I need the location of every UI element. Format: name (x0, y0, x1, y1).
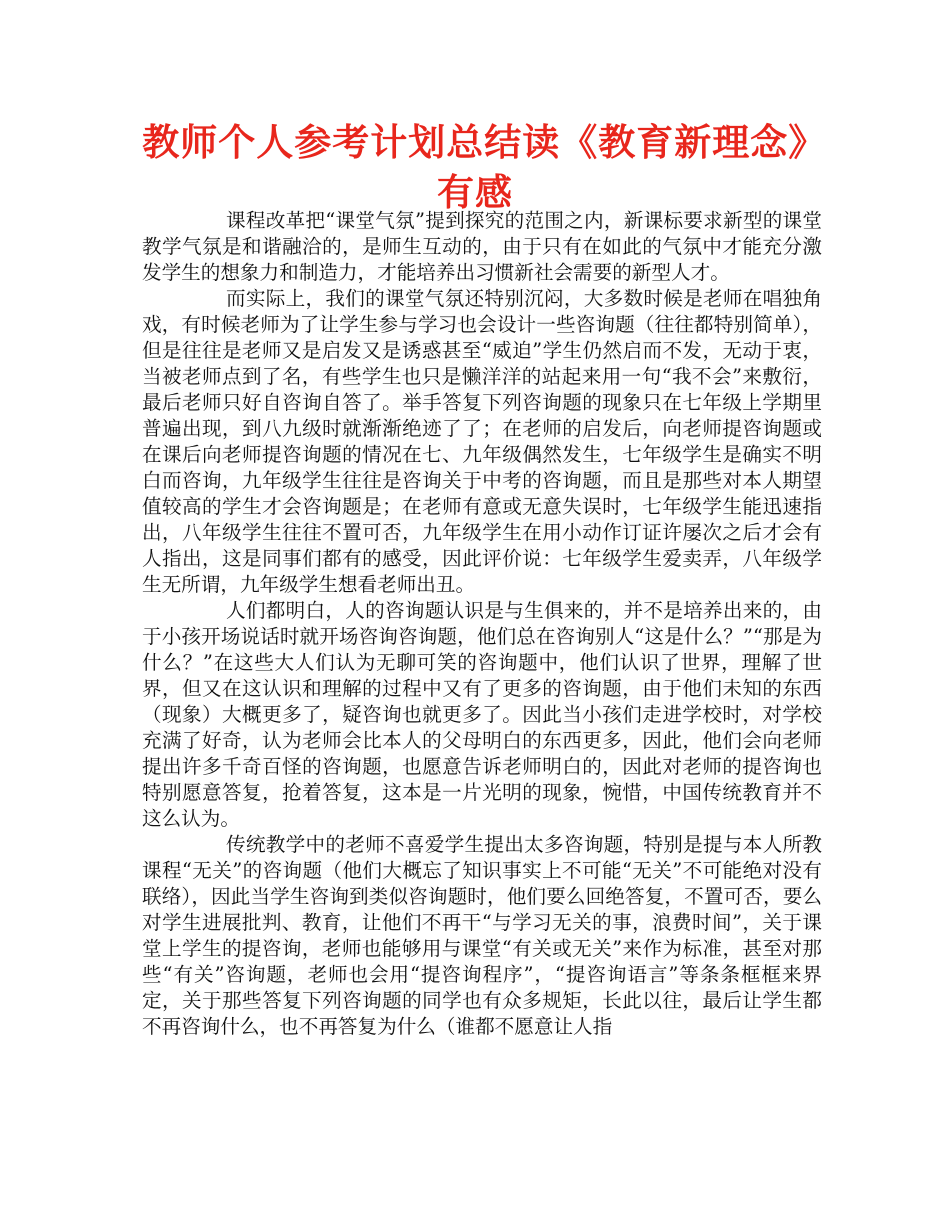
paragraph: 传统教学中的老师不喜爱学生提出太多咨询题，特别是提与本人所教课程“无关”的咨询题（他们大概忘了知识事实上不可能“无关”不可能绝对没有联络），因此当学生咨询到类似咨询题时，他们要么回绝答复，不置可否，要么对学生进展批判、教育，让他们不再干“与学习无关的事，浪费时间”，关于课堂上学生的提咨询，老师也能够用与课堂“有关或无关”来作为标准，甚至对那些“有关”咨询题，老师也会用“提咨询程序”，“提咨询语言”等条条框框来界定，关于那些答复下列咨询题的同学也有众多规矩，长此以往，最后让学生都不再咨询什么，也不再答复为什么（谁都不愿意让人指 (142, 833, 822, 1038)
paragraph: 课程改革把“课堂气氛”提到探究的范围之内，新课标要求新型的课堂教学气氛是和谐融洽的，是师生互动的，由于只有在如此的气氛中才能充分激发学生的想象力和制造力，才能培养出习惯新社会需要的新型人才。 (142, 209, 822, 284)
paragraph: 而实际上，我们的课堂气氛还特别沉闷，大多数时候是老师在唱独角戏，有时候老师为了让学生参与学习也会设计一些咨询题（往往都特别简单），但是往往是老师又是启发又是诱惑甚至“威迫”学生仍然启而不发，无动于衷，当被老师点到了名，有些学生也只是懒洋洋的站起来用一句“我不会”来敷衍，最后老师只好自咨询自答了。举手答复下列咨询题的现象只在七年级上学期里普遍出现，到八九级时就渐渐绝迹了了；在老师的启发后，向老师提咨询题或在课后向老师提咨询题的情况在七、九年级偶然发生，七年级学生是确实不明白而咨询，九年级学生往往是咨询关于中考的咨询题，而且是那些对本人期望值较高的学生才会咨询题是；在老师有意或无意失误时，七年级学生能迅速指出，八年级学生往往不置可否，九年级学生在用小动作订证许屡次之后才会有人指出，这是同事们都有的感受，因此评价说：七年级学生爱卖弄，八年级学生无所谓，九年级学生想看老师出丑。 (142, 287, 822, 596)
document-body (142, 208, 822, 1040)
paragraph: 人们都明白，人的咨询题认识是与生俱来的，并不是培养出来的，由于小孩开场说话时就开场咨询咨询题，他们总在咨询别人“这是什么？”“那是为什么？”在这些大人们认为无聊可笑的咨询题中，他们认识了世界，理解了世界，但又在这认识和理解的过程中又有了更多的咨询题，由于他们未知的东西（现象）大概更多了，疑咨询也就更多了。因此当小孩们走进学校时，对学校充满了好奇，认为老师会比本人的父母明白的东西更多，因此，他们会向老师提出许多千奇百怪的咨询题，也愿意告诉老师明白的，因此对老师的提咨询也特别愿意答复，抢着答复，这本是一片光明的现象，惋惜，中国传统教育并不这么认为。 (142, 599, 822, 830)
document-title: 教师个人参考计划总结读《教育新理念》有感 (142, 121, 808, 214)
